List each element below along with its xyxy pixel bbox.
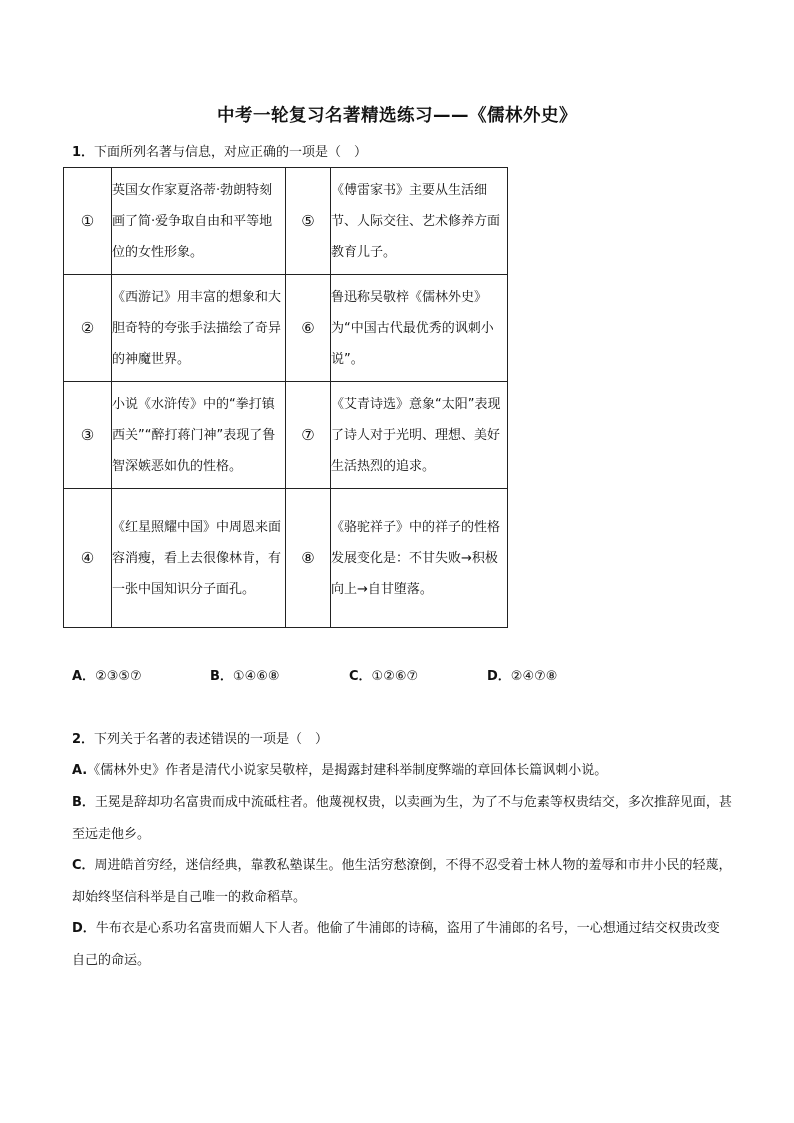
option-text: 王冕是辞却功名富贵而成中流砥柱者。他蔑视权贵，以卖画为生，为了不与危素等权贵结交，多次推辞见面，甚至远走他乡。	[72, 795, 732, 842]
option-text: 《艾青诗选》意象“太阳”表现了诗人对于光明、理想、美好生活热烈的追求。	[331, 382, 508, 489]
option-text: 牛布衣是心系功名富贵而媚人下人者。他偷了牛浦郎的诗稿，盗用了牛浦郎的名号，一心想通过结交权贵改变自己的命运。	[72, 921, 720, 968]
table-row	[64, 489, 508, 628]
option-a[interactable]	[72, 755, 732, 787]
option-letter: A.	[72, 763, 88, 778]
question-1-number: 1．	[72, 145, 95, 160]
choice-letter: D．	[487, 669, 511, 684]
choice-b[interactable]	[210, 665, 280, 684]
option-text: 英国女作家夏洛蒂·勃朗特刻画了简·爱争取自由和平等地位的女性形象。	[112, 168, 286, 275]
choice-text: ②④⑦⑧	[510, 669, 558, 684]
option-c[interactable]	[72, 850, 732, 913]
option-text: 《红星照耀中国》中周恩来面容消瘦，看上去很像林肯，有一张中国知识分子面孔。	[112, 489, 286, 628]
option-letter: D．	[72, 921, 96, 936]
option-text: 鲁迅称吴敬梓《儒林外史》为“中国古代最优秀的讽刺小说”。	[331, 275, 508, 382]
option-index: ⑤	[286, 168, 331, 275]
choice-letter: C．	[349, 669, 372, 684]
option-text: 《西游记》用丰富的想象和大胆奇特的夸张手法描绘了奇异的神魔世界。	[112, 275, 286, 382]
choice-letter: B．	[210, 669, 233, 684]
choice-text: ①②⑥⑦	[371, 669, 419, 684]
question-1-text: 下面所列名著与信息，对应正确的一项是（ ）	[94, 145, 368, 160]
question-2-text: 下列关于名著的表述错误的一项是（ ）	[94, 732, 329, 747]
option-index: ①	[64, 168, 112, 275]
option-d[interactable]	[72, 913, 732, 976]
option-text: 周进皓首穷经，迷信经典，靠教私塾谋生。他生活穷愁潦倒，不得不忍受着士林人物的羞辱和市井小民的轻蔑，却始终坚信科举是自己唯一的救命稻草。	[72, 858, 732, 905]
table-row	[64, 382, 508, 489]
option-index: ③	[64, 382, 112, 489]
table-row	[64, 275, 508, 382]
option-index: ⑦	[286, 382, 331, 489]
option-index: ⑧	[286, 489, 331, 628]
option-letter: B．	[72, 795, 95, 810]
choice-c[interactable]	[349, 665, 418, 684]
option-text: 《儒林外史》作者是清代小说家吴敬梓，是揭露封建科举制度弊端的章回体长篇讽刺小说。	[87, 763, 608, 778]
question-1-stem	[72, 143, 367, 163]
choice-text: ②③⑤⑦	[95, 669, 142, 684]
option-index: ⑥	[286, 275, 331, 382]
choice-text: ①④⑥⑧	[232, 669, 280, 684]
option-text: 小说《水浒传》中的“拳打镇西关”“醉打蒋门神”表现了鲁智深嫉恶如仇的性格。	[112, 382, 286, 489]
table-row	[64, 168, 508, 275]
page-title: 中考一轮复习名著精选练习——《儒林外史》	[217, 106, 577, 126]
option-b[interactable]	[72, 787, 732, 850]
option-text: 《骆驼祥子》中的祥子的性格发展变化是：不甘失败→积极向上→自甘堕落。	[331, 489, 508, 628]
question-2-number: 2．	[72, 732, 95, 747]
options-table	[63, 167, 508, 628]
question-2-stem	[72, 730, 328, 750]
choice-letter: A．	[72, 669, 96, 684]
option-letter: C．	[72, 858, 95, 873]
choice-d[interactable]	[487, 665, 557, 684]
option-text: 《傅雷家书》主要从生活细节、人际交往、艺术修养方面教育儿子。	[331, 168, 508, 275]
choice-a[interactable]	[72, 665, 142, 684]
option-index: ④	[64, 489, 112, 628]
option-index: ②	[64, 275, 112, 382]
